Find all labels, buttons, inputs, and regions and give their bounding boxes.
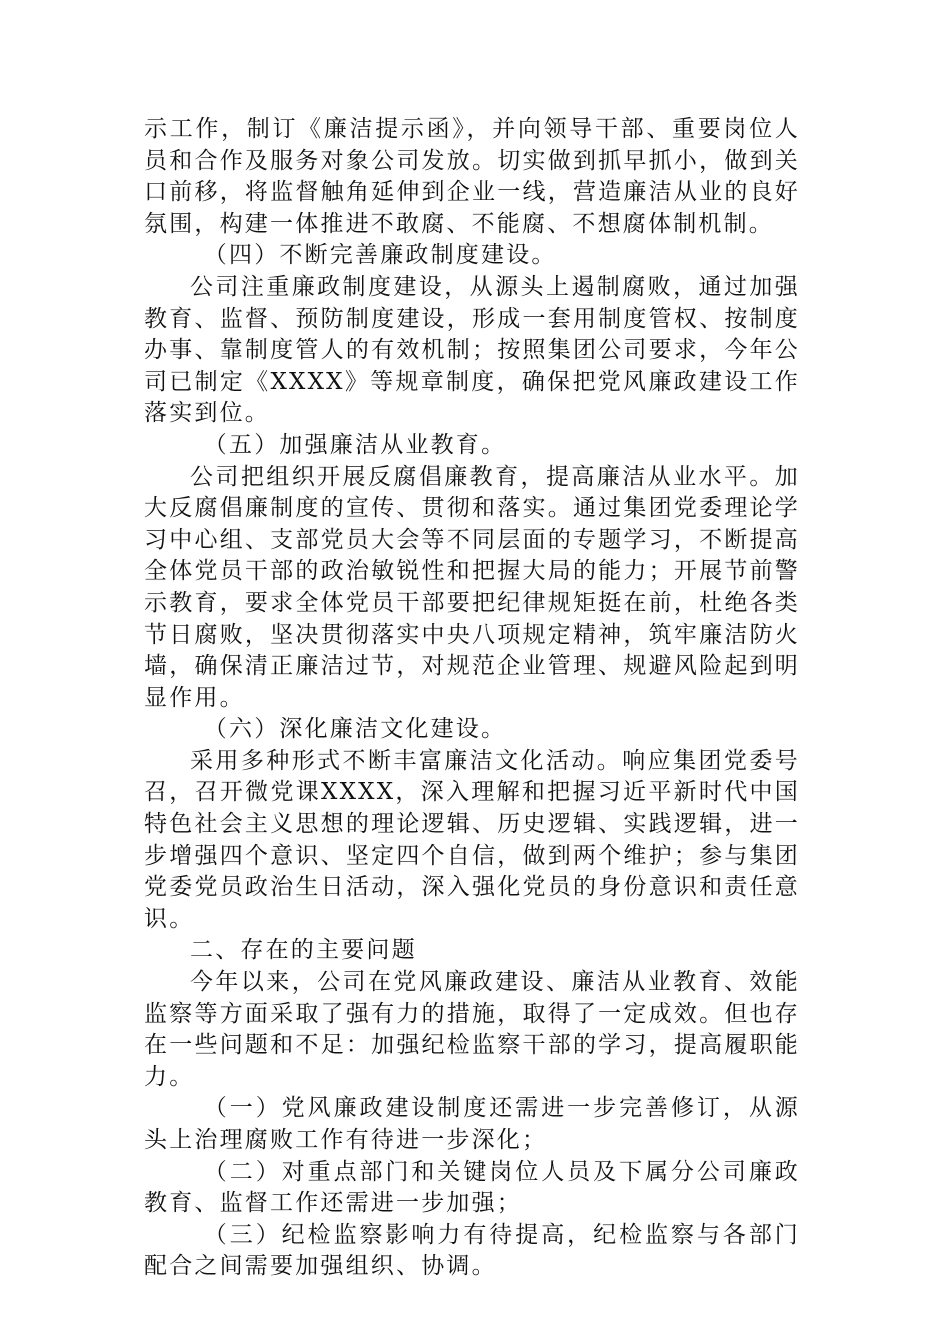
paragraph-body: 今年以来，公司在党风廉政建设、廉洁从业教育、效能监察等方面采取了强有力的措施，取得了一定成效。但也存在一些问题和不足：加强纪检监察干部的学习，提高履职能力。 [144,969,800,1090]
section-heading-4: （四）不断完善廉政制度建设。 [203,242,557,269]
paragraph-continuation: 示工作，制订《廉洁提示函》，并向领导干部、重要岗位人员和合作及服务对象公司发放。切实做到抓早抓小，做到关口前移，将监督触角延伸到企业一线，营造廉洁从业的良好氛围，构建一体推进不敢腐、不能腐、不想腐体制机制。 [144,116,800,237]
document-body [144,114,800,1283]
paragraph-body: 公司注重廉政制度建设，从源头上遏制腐败，通过加强教育、监督、预防制度建设，形成一套用制度管权、按制度办事、靠制度管人的有效机制；按照集团公司要求，今年公司已制定《XXXX》等规章制度，确保把党风廉政建设工作落实到位。 [144,273,800,427]
section-heading-5: （五）加强廉洁从业教育。 [203,431,507,458]
paragraph-body: 采用多种形式不断丰富廉洁文化活动。响应集团党委号召，召开微党课XXXX，深入理解和把握习近平新时代中国特色社会主义思想的理论逻辑、历史逻辑、实践逻辑，进一步增强四个意识、坚定四个自信，做到两个维护；参与集团党委党员政治生日活动，深入强化党员的身份意识和责任意识。 [144,747,800,932]
section-heading-6: （六）深化廉洁文化建设。 [203,716,507,743]
chapter-heading-2: 二、存在的主要问题 [190,937,417,964]
paragraph-body: 公司把组织开展反腐倡廉教育，提高廉洁从业水平。加大反腐倡廉制度的宣传、贯彻和落实。通过集团党委理论学习中心组、支部党员大会等不同层面的专题学习，不断提高全体党员干部的政治敏锐性和把握大局的能力；开展节前警示教育，要求全体党员干部要把纪律规矩挺在前，杜绝各类节日腐败，坚决贯彻落实中央八项规定精神，筑牢廉洁防火墙，确保清正廉洁过节，对规范企业管理、规避风险起到明显作用。 [144,463,800,711]
problem-item-1: （一）党风廉政建设制度还需进一步完善修订，从源头上治理腐败工作有待进一步深化； [144,1095,800,1153]
problem-item-2: （二）对重点部门和关键岗位人员及下属分公司廉政教育、监督工作还需进一步加强； [144,1158,800,1217]
problem-item-3: （三）纪检监察影响力有待提高，纪检监察与各部门配合之间需要加强组织、协调。 [144,1221,800,1280]
